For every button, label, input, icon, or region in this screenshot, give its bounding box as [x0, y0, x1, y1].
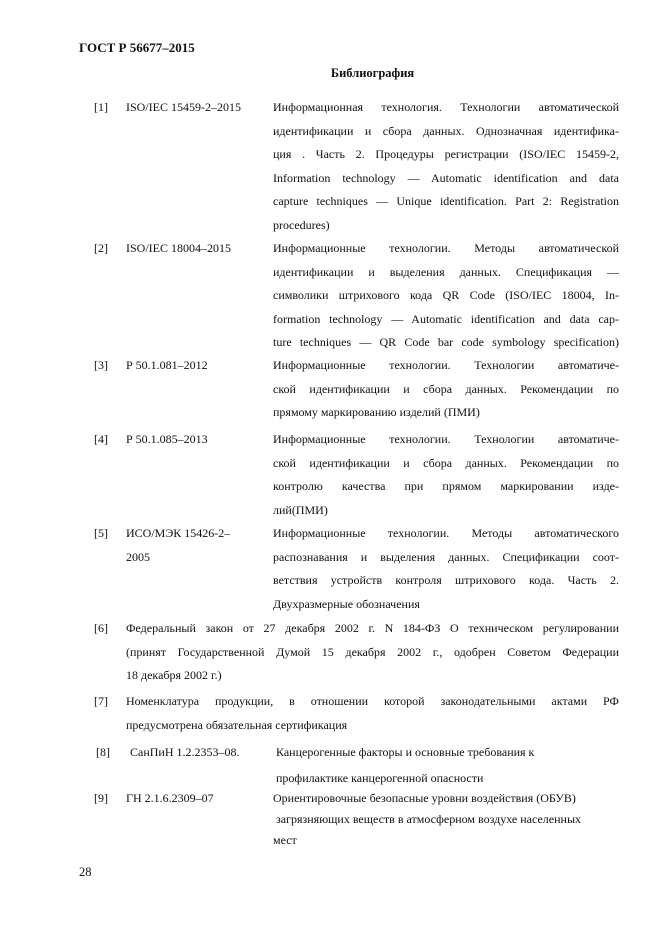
- entry-number: [2]: [94, 241, 108, 255]
- entry-number: [5]: [94, 526, 108, 540]
- bibliography-title: Библиография: [330, 66, 415, 80]
- entry-code: Р 50.1.085–2013: [126, 432, 208, 446]
- entry-description: Канцерогенные факторы и основные требования к профилактике канцерогенной опасности: [276, 745, 535, 785]
- entry-code: Р 50.1.081–2012: [126, 358, 208, 372]
- page-number: 28: [79, 865, 92, 879]
- entry-description: Информационные технологии. Методы автоматической идентификации и выделения данных. Спецификация — символики штрихового кода QR Code (ISO/IEC 18004, In- formation technology — Automatic identification and data cap- ture techniques — QR Code bar code symbology specification): [273, 241, 619, 349]
- entry-number: [1]: [94, 100, 108, 114]
- entry-code: ISO/IEC 15459-2–2015: [126, 100, 241, 114]
- entry-description: Информационные технологии. Технологии автоматиче- ской идентификации и сбора данных. Рекомендации по прямому маркированию изделий (ПМИ): [273, 358, 619, 419]
- entry-description: Информационная технология. Технологии автоматической идентификации и сбора данных. Однозначная идентифика- ция . Часть 2. Процедуры регистрации (ISO/IEC 15459-2, Information technology — Automatic identification and data capture techniques — Unique identification. Part 2: Registration procedures): [273, 100, 619, 232]
- entry-code: ГН 2.1.6.2309–07: [126, 791, 214, 805]
- entry-description: Информационные технологии. Методы автоматического распознавания и выделения данных. Спецификации соот- ветствия устройств контроля штрихового кода. Часть 2. Двухразмерные обозначения: [273, 526, 619, 611]
- document-header: ГОСТ Р 56677–2015: [79, 40, 195, 55]
- entry-number: [9]: [94, 791, 108, 805]
- entry-number: [3]: [94, 358, 108, 372]
- entry-number: [6]: [94, 621, 108, 635]
- entry-code: ISO/IEC 18004–2015: [126, 241, 231, 255]
- entry-description: Номенклатура продукции, в отношении которой законодательными актами РФ предусмотрена обязательная сертификация: [126, 694, 619, 732]
- entry-description: Ориентировочные безопасные уровни воздействия (ОБУВ) загрязняющих веществ в атмосферном воздухе населенных мест: [273, 791, 582, 847]
- entry-number: [4]: [94, 432, 108, 446]
- entry-number: [8]: [96, 745, 110, 759]
- entry-description: Федеральный закон от 27 декабря 2002 г. N 184-ФЗ О техническом регулировании (принят Государственной Думой 15 декабря 2002 г., одобрен Советом Федерации 18 декабря 2002 г.): [126, 621, 619, 682]
- entry-code: ИСО/МЭК 15426-2– 2005: [126, 526, 231, 564]
- entry-number: [7]: [94, 694, 108, 708]
- entry-description: Информационные технологии. Технологии автоматиче- ской идентификации и сбора данных. Рекомендации по контролю качества при прямом маркировании изде- лий(ПМИ): [273, 432, 619, 517]
- entry-code: СанПиН 1.2.2353–08.: [130, 745, 240, 759]
